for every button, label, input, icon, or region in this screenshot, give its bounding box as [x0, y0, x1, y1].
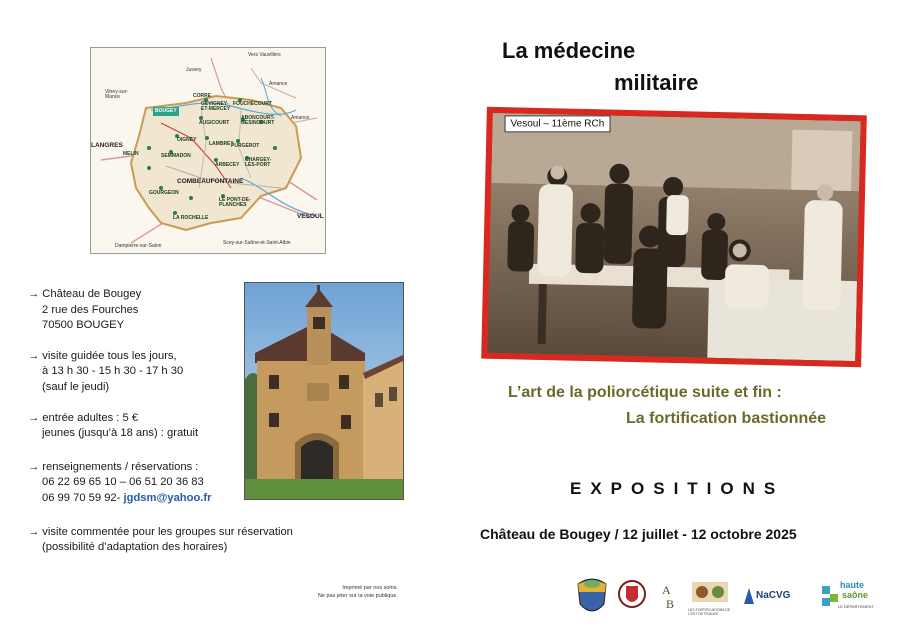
fortifications-logo [688, 574, 732, 618]
map-label-semmadon: SEMMADON [161, 153, 191, 159]
map-label-aboncourt: ABONCOURT-GESINCOURT [241, 115, 275, 126]
contact-line [28, 491, 243, 507]
haute-saone-icon [820, 584, 840, 608]
photo-caption: Vesoul – 11ème RCh [505, 115, 611, 132]
map-label-scey: Scey-sur-Saône-et-Saint-Albin [223, 240, 291, 246]
visitor-info [28, 287, 293, 571]
map-label-combeaufontaine: COMBEAUFONTAINE [177, 178, 244, 185]
map-label-gevigney: GEVIGNEY-ET-MERCEY [201, 101, 231, 112]
address-line: → Château de Bougey [28, 288, 142, 300]
expositions-heading: EXPOSITIONS [570, 479, 785, 498]
map-label-corre: CORRE [193, 93, 212, 99]
map-label-vesvauvillers: Vers Vauvillers [248, 52, 281, 58]
map-label-melin: MELIN [123, 151, 139, 157]
print-notice [270, 584, 398, 600]
svg-text:B: B [666, 597, 675, 611]
nacvg-text: NaCVG [756, 590, 791, 601]
groups-line: (possibilité d’adaptation des horaires) [42, 541, 228, 554]
email-link[interactable]: jgdsm@yahoo.fr [123, 491, 212, 504]
print-notice-line: Imprimé par nos soins. [342, 585, 398, 591]
contact-block [28, 460, 243, 507]
venue-dates: Château de Bougey / 12 juillet - 12 octobre 2025 [480, 526, 797, 542]
contact-line: → renseignements / réservations : [28, 460, 199, 473]
shield-logo [618, 574, 646, 618]
visits-line: (sauf le jeudi) [42, 380, 110, 393]
map-label-jussey: Jussey [186, 67, 202, 73]
ab-icon [658, 574, 680, 618]
map-label-vitrey: Vitrey-sur-Mance [105, 89, 128, 100]
hospital-photo [487, 113, 860, 361]
crest-icon [574, 574, 610, 618]
svg-text:A: A [662, 583, 671, 597]
subtitle-line2: La fortification bastionnée [626, 410, 827, 427]
map-label-purgerot: PURGEROT [231, 143, 260, 149]
map-label-chargey: CHARGEY-LÈS-PORT [245, 157, 272, 168]
map-label-vesoul: VESOUL [297, 213, 324, 220]
map-label-langres: LANGRES [91, 142, 123, 149]
map-label-augicourt: AUGICOURT [199, 120, 230, 126]
map-label-arbecey: ARBECEY [215, 162, 240, 168]
print-notice-line: Ne pas jeter sur la voie publique. [317, 593, 398, 599]
address-line: 70500 BOUGEY [42, 319, 125, 332]
map-label-amance: Amance [269, 81, 288, 87]
fortifications-text: LES FORTIFICATIONS DE L'EST DE FRANCE [688, 608, 731, 616]
map-label-gourgeon: GOURGEON [149, 190, 179, 196]
partner-logos [574, 574, 874, 622]
map-label-oigney: OIGNEY [177, 137, 197, 143]
address-line: 2 rue des Fourches [42, 303, 139, 316]
map-label-dampierre: Dampierre-sur-Salon [115, 243, 162, 249]
nacvg-logo [742, 574, 794, 618]
nacvg-icon [742, 586, 756, 606]
visits-block [28, 349, 243, 396]
shield-icon [618, 574, 646, 618]
haute-saone-text3: LE DÉPARTEMENT [838, 604, 874, 609]
chateau-illustration [245, 283, 403, 499]
haute-saone-text1: haute [840, 580, 865, 590]
address-block [28, 287, 243, 334]
crest-logo [574, 574, 610, 618]
haute-saone-logo [820, 574, 874, 618]
price-line: → entrée adultes : 5 € [28, 411, 139, 424]
groups-line: → visite commentée pour les groupes sur réservation [28, 525, 293, 538]
fortress-icon [688, 574, 732, 606]
map-label-lambrey: LAMBREY [209, 141, 234, 147]
contact-line: 06 22 69 65 10 – 06 51 20 36 83 [42, 476, 204, 489]
map-label-pontdeplanches: LE PONT-DE-PLANCHES [219, 197, 251, 208]
groups-block [28, 525, 293, 556]
region-map [90, 47, 326, 254]
hospital-illustration [487, 113, 860, 361]
map-label-bougey: BOUGEY [155, 108, 177, 114]
phone-number: 06 99 70 59 92- [42, 491, 121, 504]
prices-block [28, 411, 243, 442]
hospital-photo-frame [481, 107, 867, 368]
price-line: jeunes (jusqu’à 18 ans) : gratuit [42, 427, 199, 440]
map-label-fouchecourt: FOUCHÉCOURT [233, 101, 272, 107]
visits-line: → visite guidée tous les jours, [28, 349, 177, 362]
letters-logo [658, 574, 680, 618]
map-label-larochelle: LA ROCHELLE [173, 215, 209, 221]
subtitle-line1: L’art de la poliorcétique suite et fin : [508, 384, 782, 401]
page-title-line1: La médecine [502, 38, 636, 63]
haute-saone-text2: saône [842, 590, 869, 600]
map-label-amance2: Amance [291, 115, 310, 121]
visits-line: à 13 h 30 - 15 h 30 - 17 h 30 [42, 365, 184, 378]
page-title-line2: militaire [614, 70, 699, 95]
chateau-photo [244, 282, 404, 500]
